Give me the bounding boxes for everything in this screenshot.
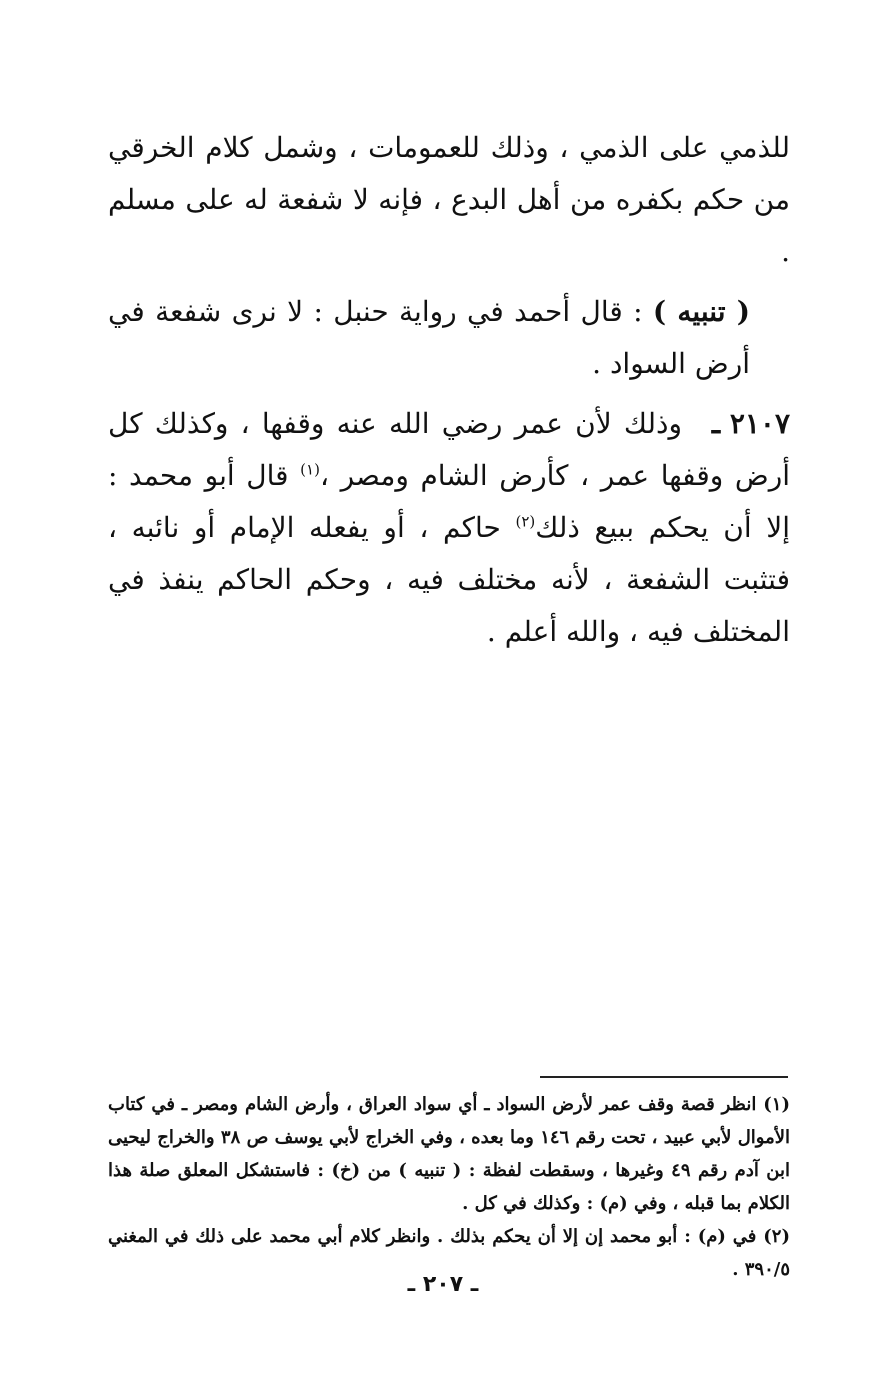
note-text: : قال أحمد في رواية حنبل : لا نرى شفعة في أرض السواد . [108, 295, 750, 380]
paragraph-text-part-3: حاكم ، أو يفعله الإمام أو نائبه ، فتثبت الشفعة ، لأنه مختلف فيه ، وحكم الحاكم ينفذ في المختلف فيه ، والله أعلم . [108, 511, 790, 648]
note-label: ( تنبيه ) [652, 295, 750, 328]
paragraph-continuation [108, 122, 790, 278]
paragraph-number: ٢١٠٧ ـ [711, 407, 790, 440]
footnote-ref-1[interactable]: (١) [300, 460, 320, 479]
footnotes [108, 1088, 790, 1286]
paragraph-text-part-1: وذلك لأن عمر رضي الله عنه وقفها ، وكذلك كل أرض وقفها عمر ، كأرض الشام ومصر ، [108, 407, 790, 492]
main-text [108, 122, 790, 666]
paragraph-note [108, 286, 790, 390]
paragraph-text-part-2: قال أبو محمد : إلا أن يحكم ببيع ذلك [108, 459, 790, 544]
numbered-paragraph [108, 398, 790, 658]
footnote-separator [540, 1076, 788, 1078]
page-number: ـ ٢٠٧ ـ [407, 1272, 479, 1297]
footnote-2: (٢) في (م) : أبو محمد إن إلا أن يحكم بذلك . وانظر كلام أبي محمد على ذلك في المغني ٣٩٠/٥ . [108, 1226, 790, 1280]
footnote-1: (١) انظر قصة وقف عمر لأرض السواد ـ أي سواد العراق ، وأرض الشام ومصر ـ في كتاب الأموال لأبي عبيد ، تحت رقم ١٤٦ وما بعده ، وفي الخراج لأبي يوسف ص ٣٨ والخراج ليحيى ابن آدم رقم ٤٩ وغيرها ، وسقطت لفظة : ( تنبيه ) من (خ) : فاستشكل المعلق صلة هذا الكلام بما قبله ، وفي (م) : وكذلك في كل . [108, 1094, 791, 1214]
numbered-paragraph-body [108, 398, 790, 658]
footnote-ref-2[interactable]: (٢) [515, 512, 536, 531]
paragraph-text: للذمي على الذمي ، وذلك للعمومات ، وشمل كلام الخرقي من حكم بكفره من أهل البدع ، فإنه لا شفعة له على مسلم . [108, 131, 790, 268]
